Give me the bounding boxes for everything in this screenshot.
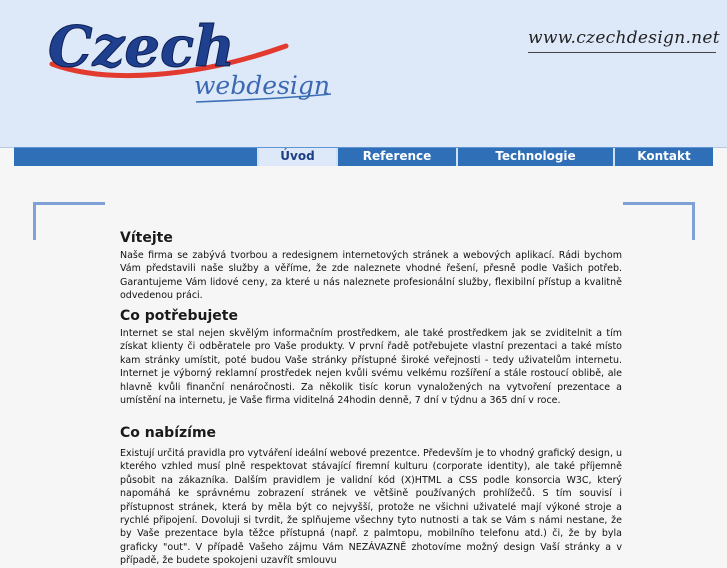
logo-word: Czech [48, 14, 235, 80]
section-text-vitejte: Naše firma se zabývá tvorbou a redesignem internetových stránek a webových aplikací. Rádi bychom Vám představili naše služby a věříme, že zde naleznete vhodné řešení, přesně podle Vašich potřeb. Garantujeme Vám lidové ceny, za které u nás naleznete profesionální služby, flexibilní přístup a kvalitně odvedenou práci. [120, 250, 622, 302]
section-title-vitejte: Vítejte [120, 230, 173, 246]
nav-item-kontakt[interactable]: Kontakt [613, 148, 713, 166]
site-url-underline [528, 52, 716, 53]
site-url[interactable]: www.czechdesign.net [528, 28, 720, 48]
logo-sub: webdesign [194, 71, 330, 100]
nav-item-reference[interactable]: Reference [336, 148, 456, 166]
corner-bracket-right-h [623, 202, 695, 205]
section-title-co-potrebujete: Co potřebujete [120, 308, 238, 324]
section-text-co-potrebujete: Internet se stal nejen skvělým informačním prostředkem, ale také prostředkem jak se zviditelnit a tím získat klienty či odběratele pro Vaše produkty. V první řadě potřebujete vlastní prezentaci a také místo kam stránky umístit, poté budou Vaše stránky přístupné široké veřejnosti - tedy uživatelům internetu. Internet je výborný reklamní prostředek nejen kvůli svému velkému rozšíření a stále rostoucí oblibě, ale hlavně kvůli finanční nenáročnosti. Za několik tisíc korun vynaložených na vytvoření prezentace a umístění na internetu, je Vaše firma viditelná 24hodin denně, 7 dní v týdnu a 365 dní v roce. [120, 328, 622, 407]
nav-item-uvod[interactable]: Úvod [257, 148, 336, 166]
section-title-co-nabizime: Co nabízíme [120, 425, 217, 441]
czech-webdesign-logo[interactable] [46, 6, 336, 106]
nav-item-technologie[interactable]: Technologie [456, 148, 613, 166]
corner-bracket-right-v [692, 202, 695, 240]
corner-bracket-left-v [33, 202, 36, 240]
main-nav [14, 147, 713, 166]
corner-bracket-left-h [33, 202, 105, 205]
site-header [0, 0, 727, 148]
section-text-co-nabizime: Existují určitá pravidla pro vytváření ideální webové prezentce. Především je to vhodný grafický design, u kterého vzhled musí plně respektovat stávající firemní kulturu (corporate identity), ale také příjemně působit na zákazníka. Dalším pravidlem je validní kód (X)HTML a CSS podle konsorcia W3C, který napomáhá ke správnému zobrazení stránek ve většině používaných prohlížečů. S tím souvisí i přístupnost stránek, která by měla být co nejvyšší, protože ne všichni uživatelé mají výkoné stroje a rychlé připojení. Dovoluji si tvrdit, že splňujeme všechny tyto nutnosti a tak se Vám s námi nestane, že by Vaše prezentace byla těžce přístupná (např. z palmtopu, mobilního telefonu atd.) či, že by byla graficky "out". V případě Vašeho zájmu Vám NEZÁVAZNĚ zhotovíme možný design Vaší stránky a v případě, že budete spokojeni uzavřít smlouvu [120, 448, 623, 567]
